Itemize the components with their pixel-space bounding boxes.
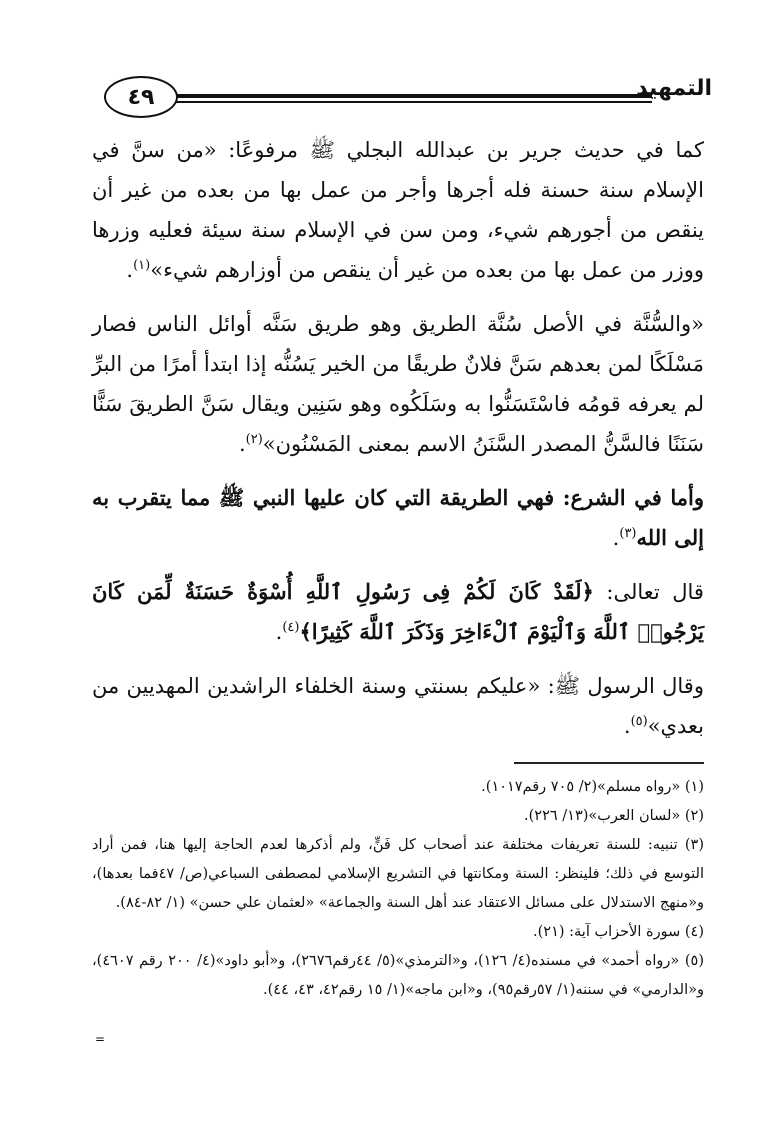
verse-intro: قال تعالى: [606, 580, 704, 604]
footnote-ref: (٢) [245, 432, 263, 447]
verse-text: ﴿لَقَدْ كَانَ لَكُمْ فِى رَسُولِ ٱللَّهِ أُسْوَةٌ حَسَنَةٌ لِّمَن كَانَ يَرْجُوا۟ ٱللَّهَ وَٱلْيَوْمَ ٱلْءَاخِرَ وَذَكَرَ ٱللَّهَ كَثِيرًا﴾ [92, 579, 704, 644]
paragraph-text: «والسُّنَّة في الأصل سُنَّة الطريق وهو طريق سَنَّه أوائل الناس فصار مَسْلَكًا لمن بعدهم سَنَّ فلانٌ طريقًا من الخير يَسُنُّه إذا ابتدأ أمرًا من البرِّ لم يعرفه قومُه فاسْتَسَنُّوا به وسَلَكُوه وهو سَنِين ويقال سَنَّ الطريقَ سَنًّا سَنَنًا فالسَّنُّ المصدر السَّنَنُ الاسم بمعنى المَسْنُون» [92, 312, 704, 456]
chapter-title: التمهيد [636, 76, 712, 101]
page-number: ٤٩ [104, 76, 178, 118]
footer-mark: = [95, 1032, 106, 1046]
footnote-ref: (٤) [282, 620, 300, 635]
paragraph-hadith-jarir: كما في حديث جرير بن عبدالله البجلي ﷺ مرفوعًا: «من سنَّ في الإسلام سنة حسنة فله أجرها وأجر من عمل بها من بعده من غير أن ينقص من أجورهم شيء، ومن سن في الإسلام سنة سيئة فعليه وزرها ووزر من عمل بها من بعده من غير أن ينقص من أوزارهم شيء»$^{(١)}$. [92, 138, 704, 282]
footnote-ref: (١) [133, 258, 151, 273]
footnote-ref: (٥) [630, 714, 648, 729]
paragraph-linguistic-definition: «والسُّنَّة في الأصل سُنَّة الطريق وهو طريق سَنَّه أوائل الناس فصار مَسْلَكًا لمن بعدهم سَنَّ فلانٌ طريقًا من الخير يَسُنُّه إذا ابتدأ أمرًا من البرِّ لم يعرفه قومُه فاسْتَسَنُّوا به وسَلَكُوه وهو سَنِين ويقال سَنَّ الطريقَ سَنًّا سَنَنًا فالسَّنُّ المصدر السَّنَنُ الاسم بمعنى المَسْنُون»$^{(٢)}$. [92, 312, 704, 456]
page-header [100, 70, 712, 120]
paragraph-legal-definition: وأما في الشرع: فهي الطريقة التي كان عليها النبي ﷺ مما يتقرب به إلى الله$^{(٣)}$. [92, 485, 704, 550]
footnote-ref: (٣) [619, 526, 637, 541]
footnotes [92, 773, 704, 1005]
paragraph-quran-verse: قال تعالى: ﴿لَقَدْ كَانَ لَكُمْ فِى رَسُولِ ٱللَّهِ أُسْوَةٌ حَسَنَةٌ لِّمَن كَانَ يَرْجُوا۟ ٱللَّهَ وَٱلْيَوْمَ ٱلْءَاخِرَ وَذَكَرَ ٱللَّهَ كَثِيرًا﴾$^{(٤)}$. [92, 579, 704, 644]
paragraph-text: وقال الرسول ﷺ: «عليكم بسنتي وسنة الخلفاء الراشدين المهديين من بعدي» [92, 674, 704, 738]
paragraph-text: كما في حديث جرير بن عبدالله البجلي ﷺ مرفوعًا: «من سنَّ في الإسلام سنة حسنة فله أجرها وأجر من عمل بها من بعده من غير أن ينقص من أجورهم شيء، ومن سن في الإسلام سنة سيئة فعليه وزرها ووزر من عمل بها من بعده من غير أن ينقص من أوزارهم شيء» [92, 138, 704, 282]
footnote-1: (١) «رواه مسلم»(٢/ ٧٠٥ رقم١٠١٧). [481, 779, 704, 795]
footnote-5: (٥) «رواه أحمد» في مسنده(٤/ ١٢٦)، و«الترمذي»(٥/ ٤٤رقم٢٦٧٦)، و«أبو داود»(٤/ ٢٠٠ رقم ٤٦٠٧)، و«الدارمي» في سننه(١/ ٥٧رقم٩٥)، و«ابن ماجه»(١/ ١٥ رقم٤٢، ٤٣، ٤٤). [92, 953, 704, 998]
footnote-4: (٤) سورة الأحزاب آية: (٢١). [533, 924, 704, 940]
footnote-2: (٢) «لسان العرب»(١٣/ ٢٢٦). [524, 808, 704, 824]
header-rule-thin [160, 101, 652, 103]
header-rule-thick [160, 94, 652, 98]
footnote-separator [514, 762, 704, 764]
paragraph-hadith-sunnah: وقال الرسول ﷺ: «عليكم بسنتي وسنة الخلفاء الراشدين المهديين من بعدي»$^{(٥)}$. [92, 674, 704, 738]
main-text [92, 130, 704, 760]
footnote-3: (٣) تنبيه: للسنة تعريفات مختلفة عند أصحاب كل فَنٍّ، ولم أذكرها لعدم الحاجة إليها هنا، فمن أراد التوسع في ذلك؛ فلينظر: السنة ومكانتها في التشريع الإسلامي لمصطفى السباعي(ص/ ٤٧فما بعدها)، و«منهج الاستدلال على مسائل الاعتقاد عند أهل السنة والجماعة» «لعثمان علي حسن» (١/ ٨٢-٨٤). [92, 837, 704, 911]
paragraph-text: وأما في الشرع: فهي الطريقة التي كان عليها النبي ﷺ مما يتقرب به إلى الله [92, 485, 704, 550]
